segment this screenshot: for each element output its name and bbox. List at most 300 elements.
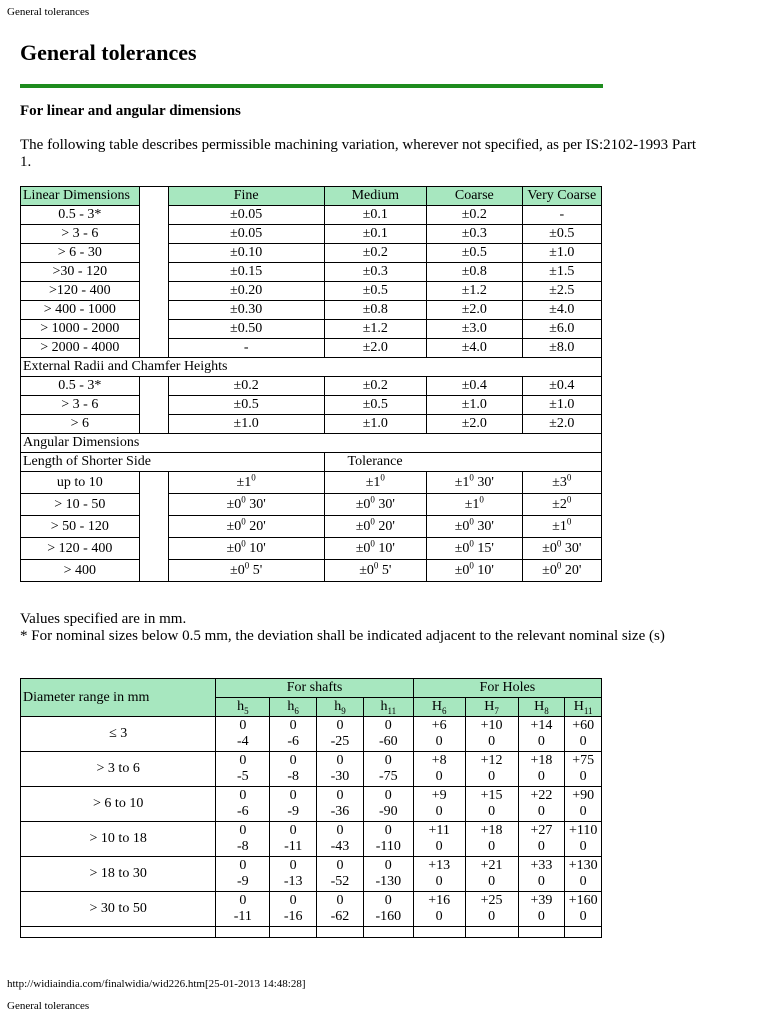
upper-deviation: 0	[384, 893, 392, 908]
degree-mark: 0	[469, 472, 474, 483]
upper-deviation: +90	[572, 788, 595, 803]
fit-col-header	[317, 698, 364, 717]
deviation-cell	[565, 752, 602, 787]
col-header: Very Coarse	[522, 187, 601, 206]
lower-deviation: 0	[579, 804, 587, 819]
tolerance-cell: ±1.0	[324, 415, 427, 434]
deviation-cell	[317, 752, 364, 787]
table-row	[21, 263, 602, 282]
lower-deviation: -8	[287, 769, 300, 784]
fit-grade: 7	[494, 705, 499, 716]
lower-deviation: -4	[236, 734, 249, 749]
tolerance-cell: -	[168, 339, 324, 358]
tol-base: ±0	[542, 541, 557, 556]
empty-cell	[518, 927, 565, 938]
upper-deviation: 0	[336, 858, 344, 873]
table-row	[21, 377, 602, 396]
table-row	[21, 892, 602, 927]
degree-mark: 0	[556, 560, 562, 571]
deviation-cell	[413, 752, 465, 787]
deviation-cell	[465, 822, 518, 857]
tolerance-cell: ±4.0	[427, 339, 522, 358]
degree-mark: 0	[241, 538, 246, 549]
fit-col-header	[413, 698, 465, 717]
tol-base: ±1	[454, 475, 470, 490]
deviation-cell	[270, 717, 317, 752]
lower-deviation: 0	[537, 734, 545, 749]
deviation-cell	[216, 787, 270, 822]
upper-deviation: +60	[572, 718, 595, 733]
upper-deviation: 0	[336, 893, 344, 908]
lower-deviation: -75	[378, 769, 398, 784]
tolerance-cell: ±0.3	[427, 225, 522, 244]
fit-letter: h	[287, 699, 295, 714]
tol-base: ±1	[464, 497, 480, 512]
upper-deviation: +11	[428, 823, 450, 838]
tolerance-cell: -	[522, 206, 601, 225]
upper-deviation: +21	[480, 858, 503, 873]
range-cell: >30 - 120	[21, 263, 140, 282]
upper-deviation: 0	[289, 753, 297, 768]
lower-deviation: 0	[488, 734, 496, 749]
range-cell: > 10 - 50	[21, 494, 140, 516]
empty-cell	[565, 927, 602, 938]
deviation-cell	[413, 787, 465, 822]
range-cell: up to 10	[21, 472, 140, 494]
table-row	[21, 717, 602, 752]
fits-tolerance-table	[20, 678, 602, 938]
table-row	[21, 472, 602, 494]
range-cell: > 1000 - 2000	[21, 320, 140, 339]
degree-mark: 0	[566, 472, 572, 483]
tolerance-cell: ±0.10	[168, 244, 324, 263]
tolerance-cell	[427, 472, 522, 494]
tol-minutes: 15'	[473, 541, 494, 556]
lower-deviation: 0	[579, 839, 587, 854]
deviation-cell	[270, 892, 317, 927]
degree-mark: 0	[479, 494, 484, 505]
lower-deviation: 0	[435, 874, 443, 889]
empty-cell	[21, 927, 216, 938]
tolerance-cell: ±3.0	[427, 320, 522, 339]
spacer-cell	[139, 377, 168, 434]
lower-deviation: 0	[579, 874, 587, 889]
diameter-range-header: Diameter range in mm	[21, 679, 216, 717]
degree-mark: 0	[373, 560, 379, 571]
tolerance-cell: ±1.5	[522, 263, 601, 282]
deviation-cell	[413, 717, 465, 752]
degree-mark: 0	[469, 516, 474, 527]
spacer-cell	[139, 472, 168, 582]
table-row-cut	[21, 927, 602, 938]
table-row	[21, 415, 602, 434]
title-divider	[20, 84, 603, 88]
lower-deviation: -30	[330, 769, 350, 784]
fit-grade: 5	[244, 705, 249, 716]
tolerance-cell	[522, 538, 601, 560]
tolerance-cell: ±0.5	[522, 225, 601, 244]
deviation-cell	[518, 857, 565, 892]
tolerance-cell: ±0.2	[324, 244, 427, 263]
degree-mark: 0	[370, 538, 375, 549]
tol-base: ±1	[236, 475, 252, 490]
deviation-cell	[317, 787, 364, 822]
tol-minutes: 10'	[245, 541, 266, 556]
upper-deviation: +9	[431, 788, 447, 803]
lower-deviation: -8	[236, 839, 249, 854]
deviation-cell	[216, 857, 270, 892]
intro-paragraph: The following table describes permissible machining variation, wherever not specified, as per IS:2102-1993 Part 1.	[20, 137, 697, 170]
lower-deviation: -60	[378, 734, 398, 749]
upper-deviation: 0	[239, 823, 247, 838]
upper-deviation: 0	[289, 893, 297, 908]
table-row	[21, 822, 602, 857]
tolerance-cell: ±1.2	[427, 282, 522, 301]
lower-deviation: -5	[236, 769, 249, 784]
lower-deviation: 0	[488, 909, 496, 924]
table-row	[21, 494, 602, 516]
degree-mark: 0	[244, 560, 250, 571]
table-row	[21, 787, 602, 822]
fit-grade: 11	[583, 705, 593, 716]
upper-deviation: 0	[384, 858, 392, 873]
lower-deviation: -9	[287, 804, 300, 819]
lower-deviation: -25	[330, 734, 350, 749]
tol-base: ±1	[365, 475, 381, 490]
degree-mark: 0	[556, 538, 562, 549]
upper-deviation: 0	[336, 753, 344, 768]
tolerance-cell: ±0.20	[168, 282, 324, 301]
lower-deviation: 0	[579, 734, 587, 749]
deviation-cell	[413, 857, 465, 892]
deviation-cell	[270, 857, 317, 892]
deviation-cell	[317, 717, 364, 752]
tol-base: ±0	[355, 519, 371, 534]
deviation-cell	[270, 787, 317, 822]
tol-base: ±3	[552, 475, 567, 490]
tol-minutes: 20'	[245, 519, 266, 534]
fit-letter: h	[334, 699, 342, 714]
upper-deviation: +75	[572, 753, 595, 768]
tol-base: ±0	[226, 541, 242, 556]
table-row	[21, 396, 602, 415]
lower-deviation: -13	[283, 874, 303, 889]
upper-deviation: 0	[384, 823, 392, 838]
upper-deviation: +27	[530, 823, 553, 838]
upper-deviation: +13	[428, 858, 451, 873]
degree-mark: 0	[566, 516, 572, 527]
browser-header-title: General tolerances	[7, 6, 90, 18]
upper-deviation: 0	[289, 788, 297, 803]
upper-deviation: 0	[384, 753, 392, 768]
tolerance-cell: ±0.1	[324, 225, 427, 244]
tolerance-cell: ±0.1	[324, 206, 427, 225]
deviation-cell	[565, 892, 602, 927]
table-header-row	[21, 679, 602, 698]
tolerance-cell: ±0.2	[324, 377, 427, 396]
tolerance-cell	[168, 538, 324, 560]
range-cell: > 400	[21, 560, 140, 582]
tolerance-label: Tolerance	[324, 453, 601, 472]
tolerance-cell: ±2.5	[522, 282, 601, 301]
empty-cell	[465, 927, 518, 938]
tolerance-cell: ±2.0	[427, 301, 522, 320]
deviation-cell	[363, 787, 413, 822]
fit-letter: H	[484, 699, 495, 714]
lower-deviation: -110	[375, 839, 401, 854]
tolerance-cell: ±0.05	[168, 225, 324, 244]
deviation-cell	[465, 857, 518, 892]
deviation-cell	[270, 822, 317, 857]
tolerance-cell	[522, 516, 601, 538]
tol-base: ±0	[542, 563, 557, 578]
tolerance-cell	[324, 516, 427, 538]
deviation-cell	[317, 822, 364, 857]
tol-minutes: 20'	[374, 519, 395, 534]
table-row	[21, 206, 602, 225]
deviation-cell	[363, 822, 413, 857]
deviation-cell	[518, 892, 565, 927]
tol-base: ±2	[552, 497, 567, 512]
deviation-cell	[363, 717, 413, 752]
lower-deviation: 0	[435, 734, 443, 749]
fit-grade: 6	[294, 705, 299, 716]
fit-col-header	[270, 698, 317, 717]
lower-deviation: 0	[488, 839, 496, 854]
deviation-cell	[565, 857, 602, 892]
lower-deviation: 0	[537, 804, 545, 819]
upper-deviation: 0	[239, 753, 247, 768]
table-row	[21, 339, 602, 358]
deviation-cell	[518, 717, 565, 752]
fit-col-header	[518, 698, 565, 717]
lower-deviation: 0	[435, 839, 443, 854]
upper-deviation: +130	[568, 858, 598, 873]
range-cell: > 3 - 6	[21, 396, 140, 415]
fit-col-header	[465, 698, 518, 717]
tolerance-cell	[168, 472, 324, 494]
tolerance-cell	[324, 560, 427, 582]
tol-base: ±0	[230, 563, 245, 578]
upper-deviation: +8	[431, 753, 447, 768]
tol-base: ±0	[454, 563, 470, 578]
empty-cell	[216, 927, 270, 938]
degree-mark: 0	[370, 494, 375, 505]
tolerance-cell: ±2.0	[324, 339, 427, 358]
tolerance-cell: ±0.50	[168, 320, 324, 339]
range-cell: > 120 - 400	[21, 538, 140, 560]
degree-mark: 0	[241, 494, 246, 505]
table-header-row	[21, 187, 602, 206]
table-row	[21, 516, 602, 538]
tol-minutes: 10'	[374, 541, 395, 556]
table-row	[21, 225, 602, 244]
units-note: Values specified are in mm.	[20, 611, 187, 627]
tolerance-cell: ±1.0	[522, 396, 601, 415]
lower-deviation: 0	[435, 769, 443, 784]
lower-deviation: 0	[537, 839, 545, 854]
tolerance-cell: ±0.15	[168, 263, 324, 282]
deviation-cell	[518, 752, 565, 787]
tol-base: ±1	[552, 519, 567, 534]
page-title: General tolerances	[20, 40, 197, 65]
fit-letter: h	[380, 699, 388, 714]
tolerance-cell: ±0.2	[168, 377, 324, 396]
tol-minutes: 30'	[473, 475, 494, 490]
deviation-cell	[465, 717, 518, 752]
lower-deviation: 0	[579, 769, 587, 784]
deviation-cell	[270, 752, 317, 787]
range-cell: > 6 to 10	[21, 787, 216, 822]
degree-mark: 0	[241, 516, 246, 527]
fit-col-header	[216, 698, 270, 717]
degree-mark: 0	[469, 560, 474, 571]
lower-deviation: 0	[435, 804, 443, 819]
range-cell: > 3 - 6	[21, 225, 140, 244]
tolerance-cell	[168, 560, 324, 582]
col-header: Fine	[168, 187, 324, 206]
tolerance-cell: ±0.5	[324, 396, 427, 415]
upper-deviation: 0	[384, 718, 392, 733]
lower-deviation: -6	[287, 734, 300, 749]
tolerance-cell	[427, 560, 522, 582]
tolerance-cell: ±2.0	[427, 415, 522, 434]
deviation-cell	[317, 857, 364, 892]
deviation-cell	[565, 822, 602, 857]
tolerance-cell: ±4.0	[522, 301, 601, 320]
range-cell: 0.5 - 3*	[21, 206, 140, 225]
tolerance-cell	[324, 472, 427, 494]
deviation-cell	[317, 892, 364, 927]
tol-base: ±0	[454, 519, 470, 534]
lower-deviation: 0	[537, 909, 545, 924]
deviation-cell	[518, 822, 565, 857]
upper-deviation: +110	[568, 823, 598, 838]
fit-letter: H	[573, 699, 584, 714]
tolerance-cell: ±6.0	[522, 320, 601, 339]
tol-base: ±0	[359, 563, 374, 578]
range-cell: >120 - 400	[21, 282, 140, 301]
general-tolerances-table	[20, 186, 602, 582]
lower-deviation: -16	[283, 909, 303, 924]
upper-deviation: 0	[336, 718, 344, 733]
range-cell: > 6 - 30	[21, 244, 140, 263]
upper-deviation: 0	[336, 823, 344, 838]
fit-letter: H	[431, 699, 442, 714]
fit-letter: H	[534, 699, 545, 714]
section-row	[21, 358, 602, 377]
lower-deviation: 0	[537, 769, 545, 784]
empty-cell	[317, 927, 364, 938]
tolerance-cell: ±0.8	[427, 263, 522, 282]
lower-deviation: 0	[435, 909, 443, 924]
section-heading: For linear and angular dimensions	[20, 103, 241, 119]
range-cell: > 6	[21, 415, 140, 434]
upper-deviation: 0	[289, 823, 297, 838]
table-row	[21, 538, 602, 560]
length-label: Length of Shorter Side	[21, 453, 325, 472]
upper-deviation: 0	[384, 788, 392, 803]
table-row	[21, 752, 602, 787]
fit-grade: 6	[441, 705, 447, 716]
upper-deviation: 0	[239, 858, 247, 873]
tolerance-cell	[168, 494, 324, 516]
lower-deviation: 0	[537, 874, 545, 889]
lower-deviation: -6	[236, 804, 249, 819]
col-header: Coarse	[427, 187, 522, 206]
empty-cell	[363, 927, 413, 938]
tolerance-cell	[427, 494, 522, 516]
tolerance-cell: ±1.2	[324, 320, 427, 339]
tolerance-cell: ±1.0	[427, 396, 522, 415]
tol-base: ±0	[454, 541, 470, 556]
col-header: Medium	[324, 187, 427, 206]
tol-minutes: 20'	[561, 563, 582, 578]
footer-url: http://widiaindia.com/finalwidia/wid226.htm[25-01-2013 14:48:28]	[7, 978, 306, 990]
upper-deviation: 0	[239, 893, 247, 908]
lower-deviation: -43	[330, 839, 350, 854]
degree-mark: 0	[380, 472, 385, 483]
upper-deviation: +160	[568, 893, 598, 908]
deviation-cell	[216, 892, 270, 927]
table-row	[21, 560, 602, 582]
degree-mark: 0	[469, 538, 474, 549]
tol-base: ±0	[226, 497, 242, 512]
radii-heading: External Radii and Chamfer Heights	[21, 358, 602, 377]
deviation-cell	[363, 892, 413, 927]
tolerance-cell: ±0.3	[324, 263, 427, 282]
deviation-cell	[216, 717, 270, 752]
tolerance-cell	[522, 472, 601, 494]
upper-deviation: 0	[336, 788, 344, 803]
table-row	[21, 301, 602, 320]
tolerance-cell	[522, 560, 601, 582]
tol-minutes: 5'	[378, 563, 392, 578]
tolerance-cell	[427, 538, 522, 560]
lower-deviation: -90	[378, 804, 398, 819]
upper-deviation: +39	[530, 893, 553, 908]
deviation-cell	[465, 892, 518, 927]
tolerance-cell: ±0.2	[427, 206, 522, 225]
deviation-cell	[465, 752, 518, 787]
upper-deviation: +15	[480, 788, 503, 803]
tolerance-cell: ±1.0	[522, 244, 601, 263]
lower-deviation: -62	[330, 909, 350, 924]
lower-deviation: -36	[330, 804, 350, 819]
range-cell: > 30 to 50	[21, 892, 216, 927]
empty-cell	[270, 927, 317, 938]
tolerance-cell: ±8.0	[522, 339, 601, 358]
range-cell: > 50 - 120	[21, 516, 140, 538]
deviation-cell	[363, 752, 413, 787]
tolerance-cell: ±1.0	[168, 415, 324, 434]
upper-deviation: +18	[530, 753, 553, 768]
angular-heading: Angular Dimensions	[21, 434, 602, 453]
degree-mark: 0	[566, 494, 572, 505]
deviation-cell	[363, 857, 413, 892]
tol-minutes: 5'	[249, 563, 263, 578]
angular-header-row	[21, 453, 602, 472]
range-cell: > 10 to 18	[21, 822, 216, 857]
upper-deviation: 0	[289, 858, 297, 873]
lower-deviation: 0	[579, 909, 587, 924]
lower-deviation: -160	[375, 909, 402, 924]
lower-deviation: -52	[330, 874, 350, 889]
spacer-cell	[139, 187, 168, 358]
tol-minutes: 30'	[245, 497, 266, 512]
upper-deviation: 0	[239, 718, 247, 733]
fit-grade: 9	[341, 705, 346, 716]
